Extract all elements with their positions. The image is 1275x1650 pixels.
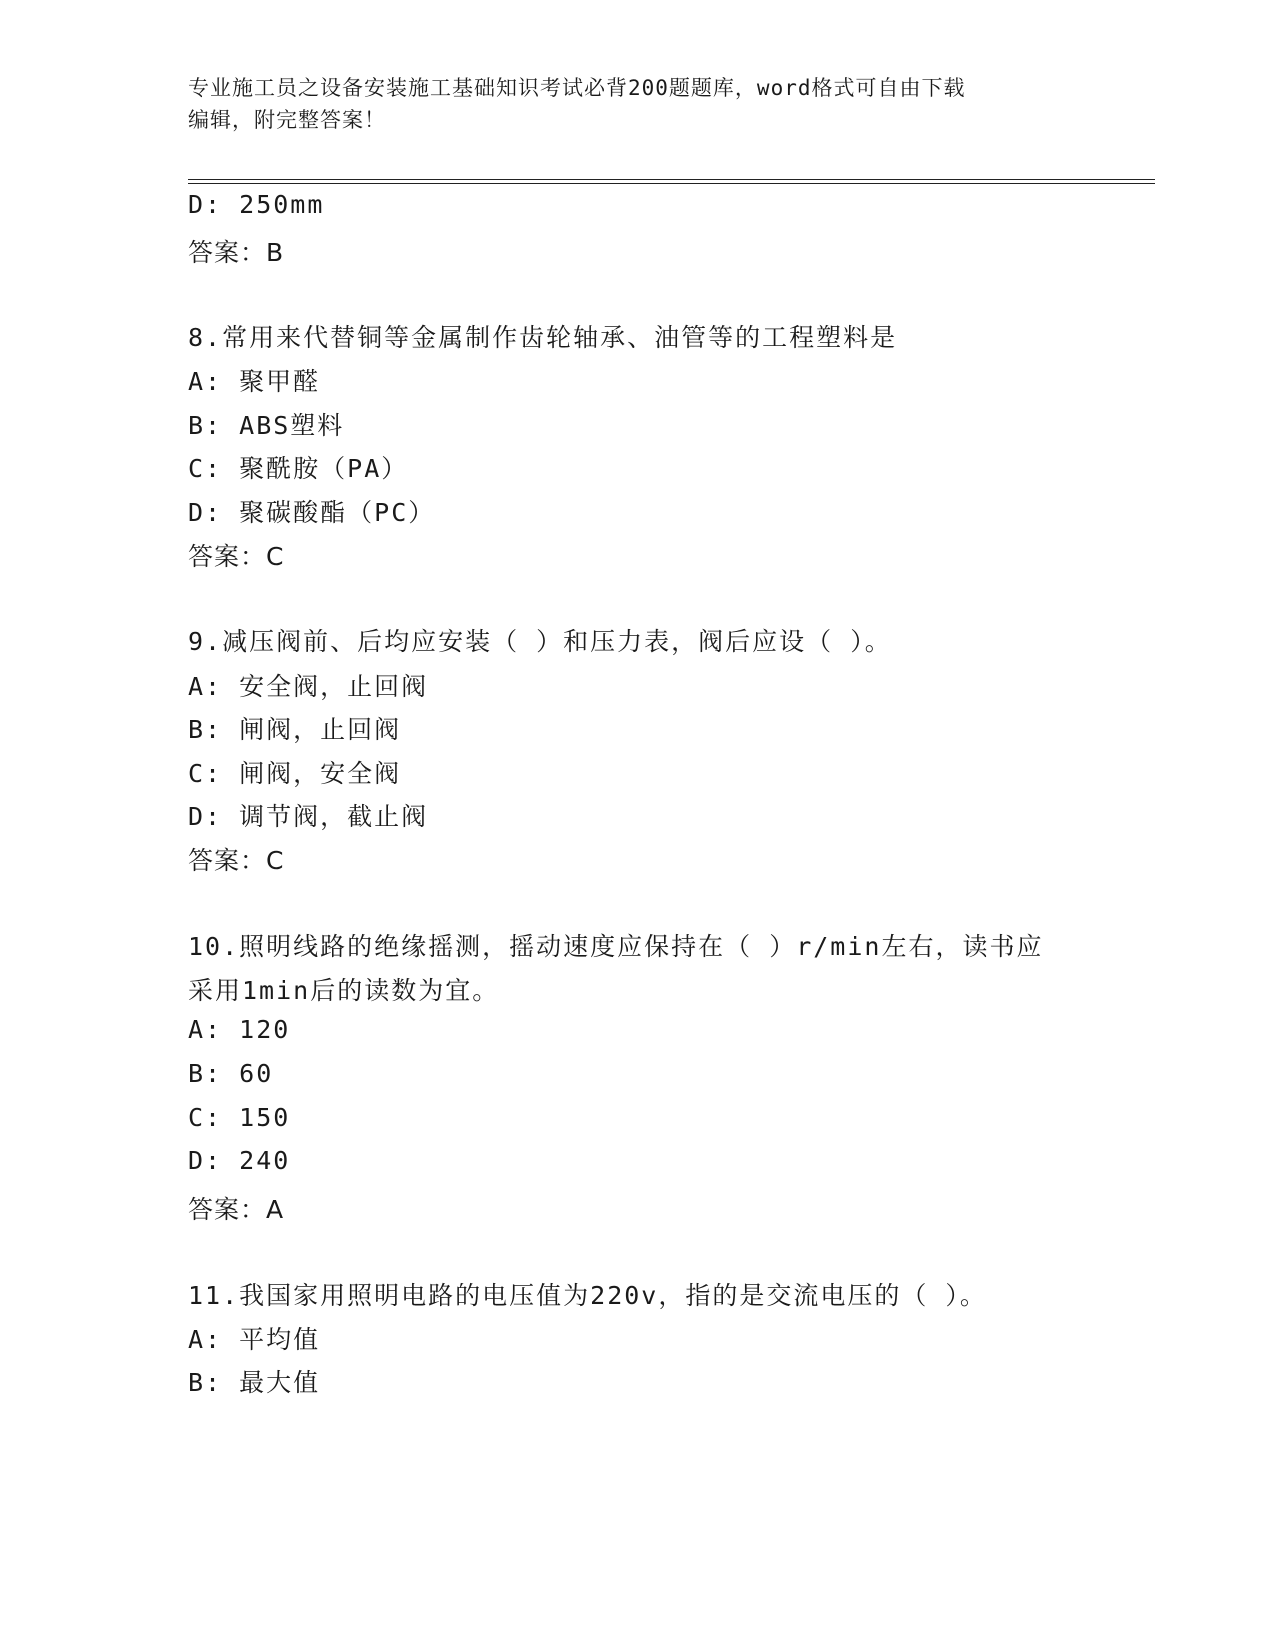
question-9-title: 9.减压阀前、后均应安装（ ）和压力表，阀后应设（ ）。: [188, 627, 892, 656]
question-11-option-b: B: 最大值: [188, 1368, 321, 1397]
header-line-1: 专业施工员之设备安装施工基础知识考试必背200题题库，word格式可自由下载: [188, 76, 966, 100]
question-9-answer: 答案：C: [188, 846, 285, 875]
question-10-option-c: C: 150: [188, 1103, 291, 1132]
header-line-2: 编辑，附完整答案！: [188, 108, 386, 132]
question-10-option-a: A: 120: [188, 1015, 291, 1044]
question-8-option-d: D: 聚碳酸酯（PC）: [188, 498, 436, 527]
prev-option-d: D: 250mm: [188, 190, 325, 219]
question-9-option-a: A: 安全阀，止回阀: [188, 672, 429, 701]
question-9-option-c: C: 闸阀，安全阀: [188, 759, 402, 788]
question-9-option-d: D: 调节阀，截止阀: [188, 802, 429, 831]
question-10-title-line-1: 10.照明线路的绝缘摇测，摇动速度应保持在（ ）r/min左右，读书应: [188, 932, 1044, 961]
question-10-option-d: D: 240: [188, 1146, 291, 1175]
question-8-option-b: B: ABS塑料: [188, 411, 345, 440]
question-8-title: 8.常用来代替铜等金属制作齿轮轴承、油管等的工程塑料是: [188, 323, 898, 352]
question-11-title: 11.我国家用照明电路的电压值为220v，指的是交流电压的（ ）。: [188, 1281, 987, 1310]
question-10-option-b: B: 60: [188, 1059, 274, 1088]
question-11-option-a: A: 平均值: [188, 1325, 321, 1354]
prev-answer: 答案：B: [188, 238, 285, 267]
document-header: [188, 72, 1088, 136]
question-9-option-b: B: 闸阀，止回阀: [188, 715, 402, 744]
question-8-option-a: A: 聚甲醛: [188, 367, 321, 396]
header-rule-top: [188, 179, 1155, 180]
header-rule-bottom: [188, 183, 1155, 184]
question-10-title-line-2: 采用1min后的读数为宜。: [188, 976, 500, 1005]
question-10-answer: 答案：A: [188, 1195, 285, 1224]
question-8-answer: 答案：C: [188, 542, 285, 571]
question-8-option-c: C: 聚酰胺（PA）: [188, 454, 409, 483]
